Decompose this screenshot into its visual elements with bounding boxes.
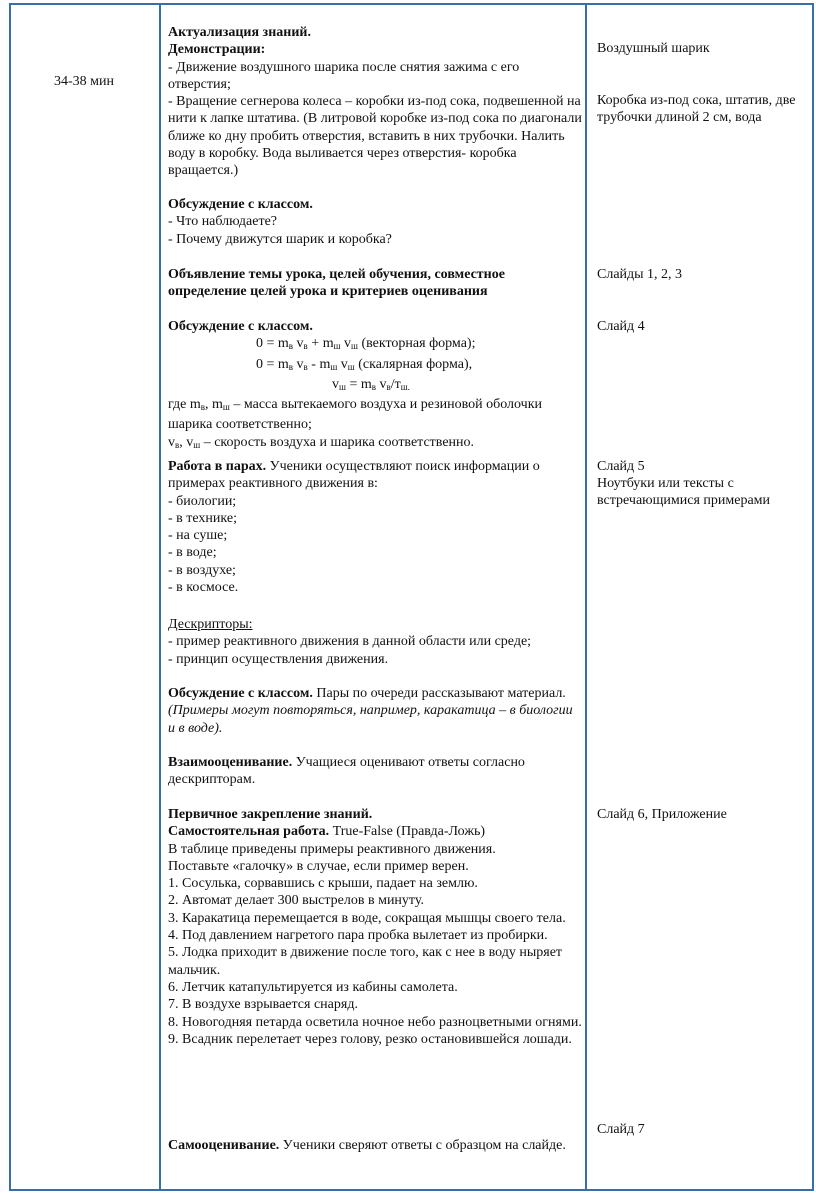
independent-work: Самостоятельная работа. True-False (Правда-Ложь)	[168, 824, 486, 840]
discussion-title: Обсуждение с классом.	[168, 686, 313, 701]
discussion-block	[168, 196, 583, 248]
demo-item: - Вращение сегнерова колеса – коробки из-под сока, подвешенной на нити к лапке штатива. (В литровой коробке из-под сока по диагонали ближе ко дну пробить отверстия, вставить в них трубочки. Налить воду в коробку. Вода выливается через отверстия- коробка вращается.)	[168, 94, 582, 179]
pairs-intro: Работа в парах. Ученики осуществляют поиск информации о примерах реактивного движения в:	[168, 459, 540, 492]
list-item: - в технике;	[168, 510, 237, 526]
list-item: 5. Лодка приходит в движение после того, как с нее в воду ныряет мальчик.	[168, 945, 563, 978]
list-item: - принцип осуществления движения.	[168, 651, 389, 667]
resource-slides-1-3: Слайды 1, 2, 3	[597, 267, 683, 282]
resource-slide-4: Слайд 4	[597, 319, 645, 334]
equation-scalar: $0 = m_в$ $v_в - m_ш$ $v_ш$ (скалярная форма),	[256, 356, 473, 372]
resource-slide-6: Слайд 6, Приложение	[597, 807, 727, 822]
announcement-text: Объявление темы урока, целей обучения, совместное определение целей урока и критериев оценивания	[168, 267, 505, 300]
list-item: - пример реактивного движения в данной области или среде;	[168, 634, 532, 650]
question-item: - Почему движутся шарик и коробка?	[168, 231, 392, 247]
descriptors-block	[168, 616, 583, 668]
peer-text: Учащиеся оценивают ответы согласно дескрипторам.	[168, 755, 525, 788]
self-title: Самооценивание.	[168, 1138, 280, 1153]
demo-item: - Движение воздушного шарика после снятия зажима с его отверстия;	[168, 59, 520, 92]
peer-title: Взаимооценивание.	[168, 755, 293, 770]
discussion-block	[168, 685, 583, 737]
resource-laptops: Ноутбуки или тексты с встречающимися примерами	[597, 476, 771, 509]
list-item: - биологии;	[168, 493, 237, 509]
speed-explanation: $v_в$, $v_ш$ – скорость воздуха и шарика соответственно.	[168, 434, 475, 450]
resource-slide-7: Слайд 7	[597, 1122, 645, 1137]
list-item: 7. В воздухе взрывается снаряд.	[168, 997, 358, 1013]
formula-block	[168, 318, 583, 454]
actualization-title: Актуализация знаний.	[168, 25, 311, 40]
list-item: - на суше;	[168, 528, 228, 544]
column-divider-2	[585, 3, 587, 1191]
equation-vector: $0 = m_в$ $v_в + m_ш$ $v_ш$ (векторная форма);	[256, 336, 476, 352]
demos-title: Демонстрации:	[168, 42, 266, 58]
list-item: - в воде;	[168, 545, 217, 561]
resource-slide-5: Слайд 5	[597, 459, 645, 474]
list-item: 2. Автомат делает 300 выстрелов в минуту.	[168, 893, 424, 909]
discussion-note: (Примеры могут повторяться, например, каракатица – в биологии и в воде).	[168, 703, 573, 736]
self-assessment-block	[168, 1137, 583, 1154]
consolidation-title: Первичное закрепление знаний.	[168, 807, 373, 822]
list-item: 3. Каракатица перемещается в воде, сокращая мышцы своего тела.	[168, 910, 566, 926]
peer-assessment-block	[168, 754, 583, 789]
question-item: - Что наблюдаете?	[168, 214, 278, 230]
resource-balloon: Воздушный шарик	[597, 41, 710, 56]
actualization-block	[168, 24, 583, 180]
list-item: - в космосе.	[168, 580, 239, 596]
consolidation-block	[168, 806, 583, 1048]
list-item: 9. Всадник перелетает через голову, резко остановившейся лошади.	[168, 1031, 572, 1047]
self-text: Ученики сверяют ответы с образцом на слайде.	[282, 1138, 566, 1153]
list-item: 1. Сосулька, сорвавшись с крыши, падает на землю.	[168, 876, 478, 892]
list-item: - в воздухе;	[168, 562, 236, 578]
list-item: 4. Под давлением нагретого пара пробка вылетает из пробирки.	[168, 928, 548, 944]
discussion-title: Обсуждение с классом.	[168, 319, 313, 334]
discussion-text: Пары по очереди рассказывают материал.	[316, 686, 566, 701]
equation-speed: $v_ш = m_в$ $v_в/т_{ш.}$	[332, 376, 410, 392]
instructions: В таблице приведены примеры реактивного движения.	[168, 841, 496, 857]
pairs-block	[168, 458, 583, 596]
list-item: 6. Летчик катапультируется из кабины самолета.	[168, 979, 458, 995]
resource-box: Коробка из-под сока, штатив, две трубочки длиной 2 см, вода	[597, 93, 796, 126]
time-cell: 34-38 мин	[53, 74, 114, 89]
instructions: Поставьте «галочку» в случае, если пример верен.	[168, 858, 469, 874]
discussion-title: Обсуждение с классом.	[168, 197, 313, 212]
descriptors-title: Дескрипторы:	[168, 617, 253, 632]
list-item: 8. Новогодняя петарда осветила ночное небо разноцветными огнями.	[168, 1014, 582, 1030]
column-divider-1	[159, 3, 161, 1191]
mass-explanation: где $m_в$, $m_ш$ – масса вытекаемого воздуха и резиновой оболочки шарика соответственно;	[168, 397, 543, 433]
